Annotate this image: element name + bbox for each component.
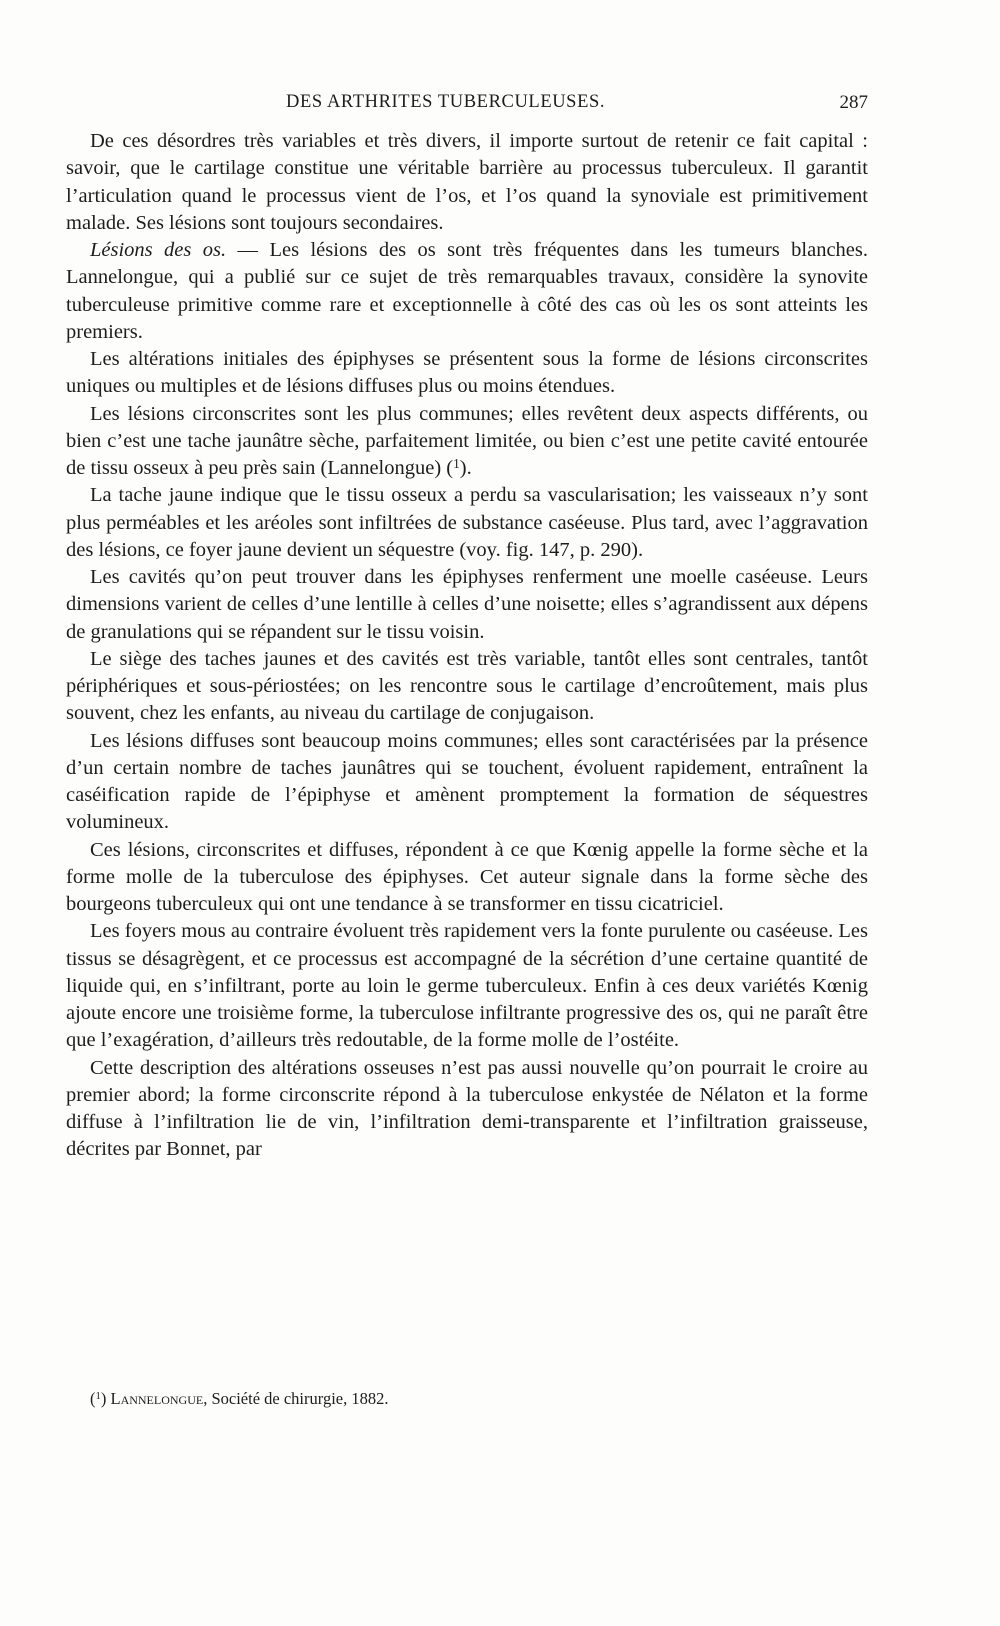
paragraph-3: Les altérations initiales des épiphyses se présentent sous la forme de lésions circonscrites uniques ou multiples et de lésions diffuses plus ou moins étendues.: [66, 348, 868, 398]
paragraph-2-text: — Les lésions des os sont très fréquentes dans les tumeurs blanches. Lannelongue, qui a publié sur ce sujet de très remarquables travaux, considère la synovite tuberculeuse primitive comme rare et exceptionnelle à côté des cas où les os sont atteints les premiers.: [66, 239, 869, 343]
paragraph-1: De ces désordres très variables et très divers, il importe surtout de retenir ce fait capital : savoir, que le cartilage constitue une véritable barrière au processus tuberculeux. Il garantit l’articulation quand le processus vient de l’os, et l’os quand la synoviale est primitivement malade. Ses lésions sont toujours secondaires.: [66, 130, 868, 234]
section-heading-lesions-des-os: Lésions des os.: [90, 239, 227, 261]
paragraph-8: Les lésions diffuses sont beaucoup moins communes; elles sont caractérisées par la présence d’un certain nombre de taches jaunâtres qui se touchent, évoluent rapidement, entraînent la caséification rapide de l’épiphyse et amènent promptement la formation de séquestres volumineux.: [66, 729, 868, 834]
footnote-text: , Société de chirurgie, 1882.: [203, 1389, 389, 1408]
paragraph-6: Les cavités qu’on peut trouver dans les épiphyses renferment une moelle caséeuse. Leurs dimensions varient de celles d’une lentille à celles d’une noisette; elles s’agrandissent aux dépens de granulations qui se répandent sur le tissu voisin.: [66, 566, 868, 643]
paragraph-4: [66, 401, 868, 483]
footnote: ($^1$) Lannelongue, Société de chirurgie, 1882.: [90, 1389, 389, 1408]
footnote-marker: 1: [95, 1390, 101, 1403]
paragraph-9: Ces lésions, circonscrites et diffuses, répondent à ce que Kœnig appelle la forme sèche et la forme molle de la tuberculose des épiphyses. Cet auteur signale dans la forme sèche des bourgeons tuberculeux qui ont une tendance à se transformer en tissu cicatriciel.: [66, 838, 868, 915]
paragraph-7: Le siège des taches jaunes et des cavités est très variable, tantôt elles sont centrales, tantôt périphériques et sous-périostées; on les rencontre sous le cartilage d’encroûtement, mais plus souvent, chez les enfants, au niveau du cartilage de conjugaison.: [66, 647, 868, 725]
paragraph-5: La tache jaune indique que le tissu osseux a perdu sa vascularisation; les vaisseaux n’y sont plus perméables et les aréoles sont infiltrées de substance caséeuse. Plus tard, avec l’aggravation des lésions, ce foyer jaune devient un séquestre (voy. fig. 147, p. 290).: [66, 484, 868, 561]
paragraph-2: [66, 237, 868, 346]
paragraph-4-end: ).: [459, 457, 472, 479]
paragraph-4-text: Les lésions circonscrites sont les plus communes; elles revêtent deux aspects différents, ou bien c’est une tache jaunâtre sèche, parfaitement limitée, ou bien c’est une petite cavité entourée de tissu osseux à peu près sain (Lannelongue) (: [66, 402, 868, 479]
running-title: DES ARTHRITES TUBERCULEUSES.: [286, 92, 606, 112]
footnote-reference: 1: [453, 456, 460, 472]
page-header: [66, 92, 868, 118]
body-text: [66, 128, 868, 1164]
footnote-author: Lannelongue: [110, 1389, 204, 1408]
page-number: 287: [839, 92, 868, 113]
paragraph-10: Les foyers mous au contraire évoluent très rapidement vers la fonte purulente ou caséeuse. Les tissus se désagrègent, et ce processus est accompagné de la sécrétion d’une certaine quantité de liquide qui, en s’infiltrant, porte au loin le germe tuberculeux. Enfin à ces deux variétés Kœnig ajoute encore une troisième forme, la tuberculose infiltrante progressive des os, qui ne paraît être que l’exagération, d’ailleurs très redoutable, de la forme molle de l’ostéite.: [66, 920, 868, 1052]
paragraph-11: Cette description des altérations osseuses n’est pas aussi nouvelle qu’on pourrait le croire au premier abord; la forme circonscrite répond à la tuberculose enkystée de Nélaton et la forme diffuse à l’infiltration lie de vin, l’infiltration demi-transparente et l’infiltration graisseuse, décrites par Bonnet, par: [66, 1056, 868, 1161]
